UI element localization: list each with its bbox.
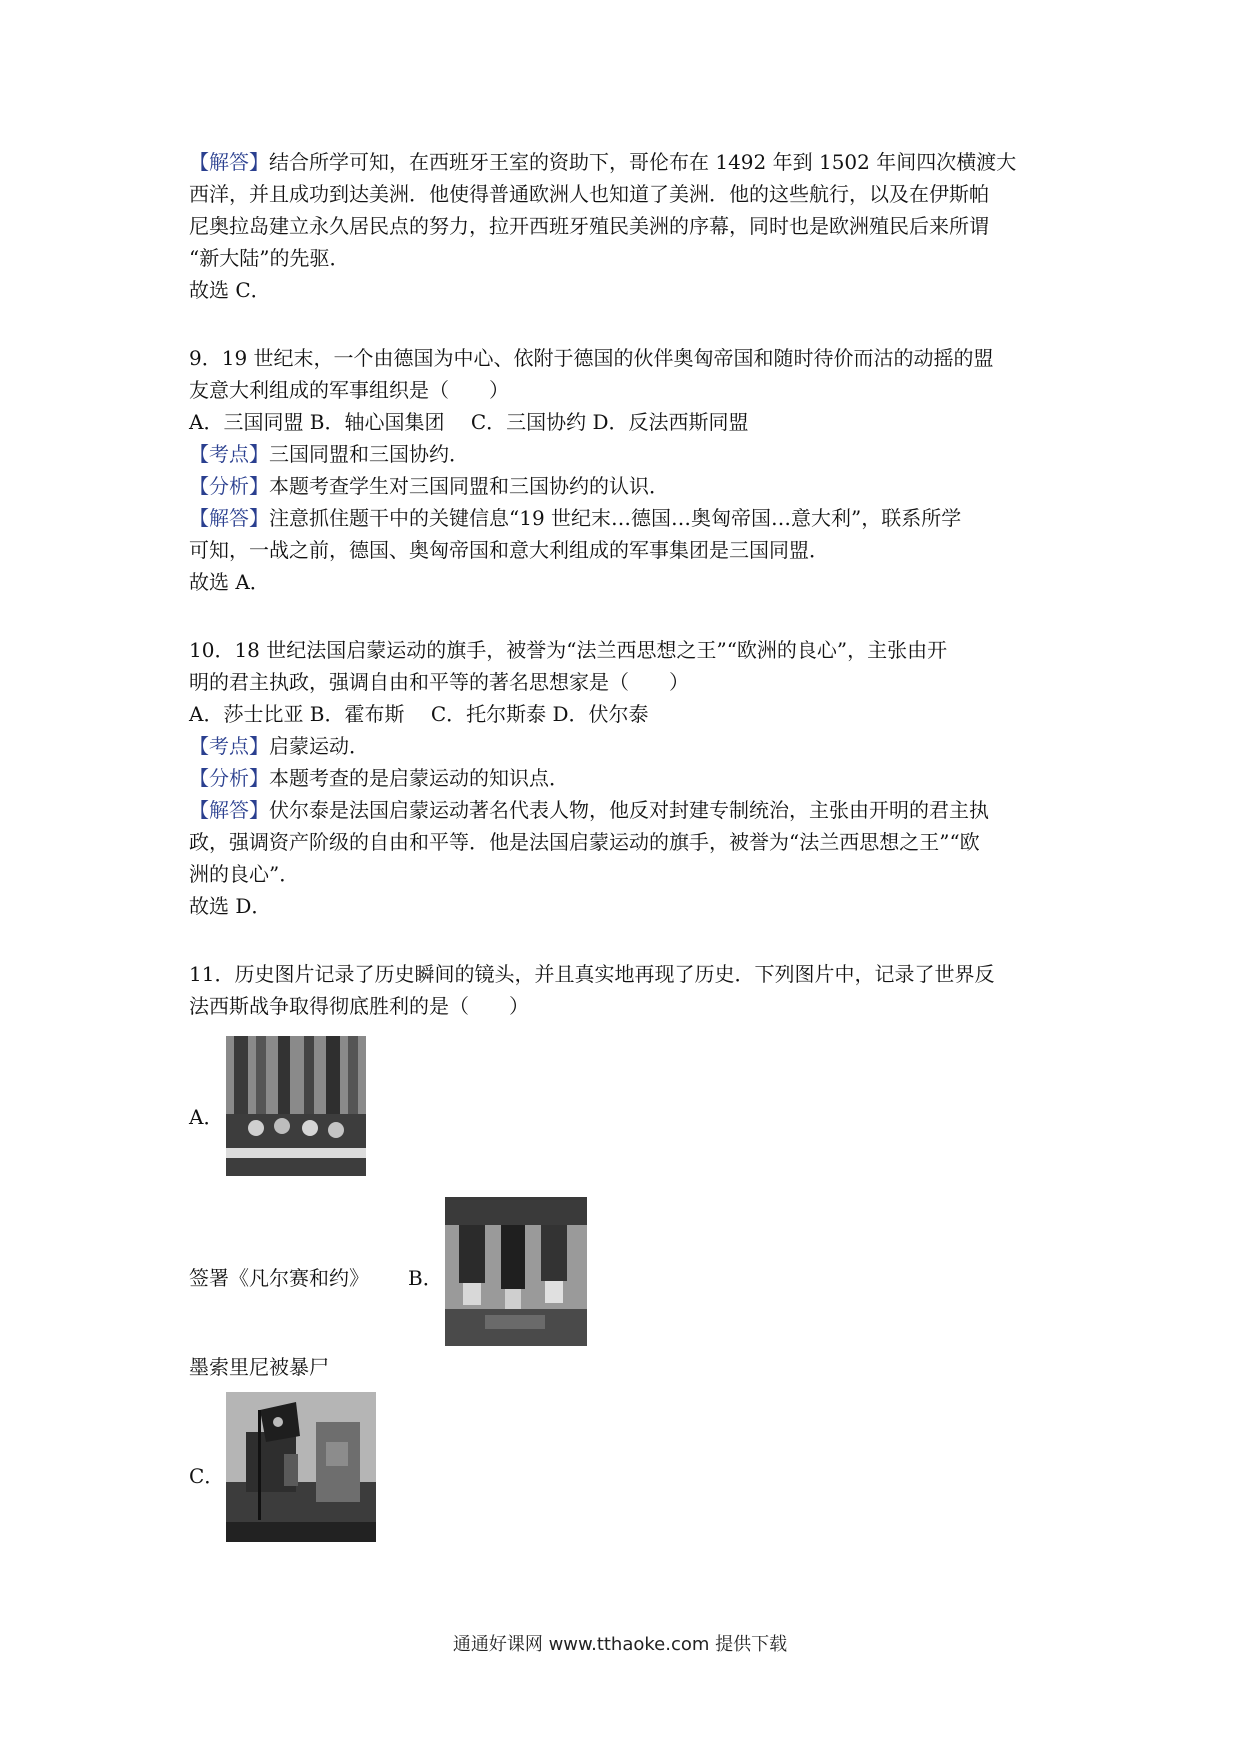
q10-conclusion: 故选 D． [189,894,272,918]
document-body [189,146,1069,1022]
q8-answer-line-3: 尼奥拉岛建立永久居民点的努力，拉开西班牙殖民美洲的序幕，同时也是欧洲殖民后来所谓 [189,214,989,238]
kaodian-tag: 【考点】 [189,442,269,466]
q10-options: A．莎士比亚 B．霍布斯 C．托尔斯泰 D．伏尔泰 [189,702,649,726]
kaodian-tag: 【考点】 [189,734,269,758]
q9-stem-line-1: 9．19 世纪末，一个由德国为中心、依附于德国的伙伴奥匈帝国和随时待价而沽的动摇的盟 [189,346,994,370]
q9-conclusion: 故选 A． [189,570,270,594]
q10-kaodian: 【考点】启蒙运动． [189,734,369,758]
question-11 [189,958,1069,1022]
q9-jieda-line-2: 可知，一战之前，德国、奥匈帝国和意大利组成的军事集团是三国同盟． [189,538,829,562]
q9-kaodian: 【考点】三国同盟和三国协约． [189,442,469,466]
q11-option-a-label: A． [189,1105,224,1129]
question-9 [189,342,1069,598]
q10-jieda-line-2: 政，强调资产阶级的自由和平等．他是法国启蒙运动的旗手，被誉为“法兰西思想之王”“欧 [189,830,980,854]
jieda-tag: 【解答】 [189,798,269,822]
q11-stem-line-1: 11．历史图片记录了历史瞬间的镜头，并且真实地再现了历史．下列图片中，记录了世界反 [189,962,995,986]
fenxi-tag: 【分析】 [189,474,269,498]
page-footer: 通通好课网 www.tthaoke.com 提供下载 [452,1634,788,1655]
q11-stem-line-2: 法西斯战争取得彻底胜利的是（ ） [189,994,529,1018]
q8-answer-line-2: 西洋，并且成功到达美洲．他使得普通欧洲人也知道了美洲．他的这些航行，以及在伊斯帕 [189,182,989,206]
answer-tag: 【解答】 [189,150,269,174]
q11-option-b-photo [445,1197,587,1346]
q9-options: A．三国同盟 B．轴心国集团 C．三国协约 D．反法西斯同盟 [189,410,749,434]
q11-option-c-label: C． [189,1464,225,1488]
q10-fenxi: 【分析】本题考查的是启蒙运动的知识点． [189,766,569,790]
q9-fenxi: 【分析】本题考查学生对三国同盟和三国协约的认识． [189,474,669,498]
q8-conclusion: 故选 C． [189,278,271,302]
q10-jieda-line-3: 洲的良心”． [189,862,300,886]
fenxi-tag: 【分析】 [189,766,269,790]
q10-stem-line-2: 明的君主执政，强调自由和平等的著名思想家是（ ） [189,670,689,694]
q10-jieda-line-1: 【解答】伏尔泰是法国启蒙运动著名代表人物，他反对封建专制统治，主张由开明的君主执 [189,798,989,822]
q11-option-b-label: B． [408,1266,443,1290]
q11-option-b-caption: 墨索里尼被暴尸 [189,1355,329,1379]
q8-answer-line-4: “新大陆”的先驱． [189,246,350,270]
q11-option-c-photo [226,1392,376,1542]
q10-stem-line-1: 10．18 世纪法国启蒙运动的旗手，被誉为“法兰西思想之王”“欧洲的良心”，主张由开 [189,638,948,662]
q9-jieda-line-1: 【解答】注意抓住题干中的关键信息“19 世纪末…德国…奥匈帝国…意大利”，联系所学 [189,506,962,530]
question-10 [189,634,1069,922]
q9-stem-line-2: 友意大利组成的军事组织是（ ） [189,378,509,402]
q11-option-a-caption: 签署《凡尔赛和约》 [189,1266,369,1290]
jieda-tag: 【解答】 [189,506,269,530]
q8-answer-line-1: 【解答】结合所学可知，在西班牙王室的资助下，哥伦布在 1492 年到 1502 年间四次横渡大 [189,150,1017,174]
q11-option-a-photo [226,1036,366,1176]
q8-answer-block [189,146,1069,306]
